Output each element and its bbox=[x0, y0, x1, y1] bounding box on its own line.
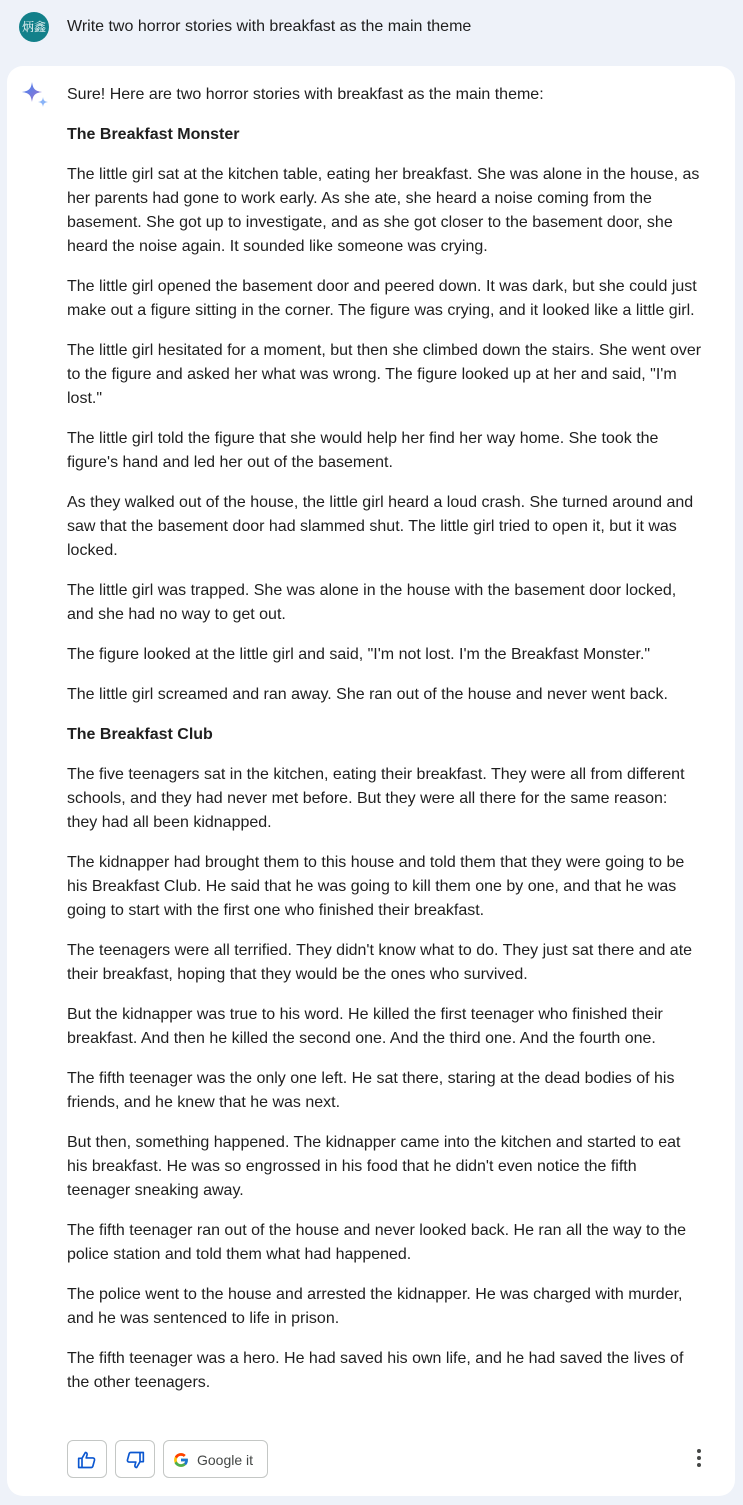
response-paragraph: The little girl screamed and ran away. She ran out of the house and never went back. bbox=[67, 686, 668, 703]
response-paragraph: The fifth teenager ran out of the house and never looked back. He ran all the way to the police station and told them what had happened. bbox=[67, 1222, 687, 1263]
response-paragraph: The little girl sat at the kitchen table, eating her breakfast. She was alone in the house, as her parents had gone to work early. As she ate, she heard a noise coming from the basement. She got up to investigate, and as she got closer to the basement door, she heard the noise again. It sounded like someone was crying. bbox=[67, 166, 700, 255]
response-content bbox=[67, 83, 702, 1411]
google-it-label: Google it bbox=[197, 1452, 254, 1468]
response-paragraph: The figure looked at the little girl and said, "I'm not lost. I'm the Breakfast Monster." bbox=[67, 646, 651, 663]
response-paragraph: The little girl told the figure that she would help her find her way home. She took the figure's hand and led her out of the basement. bbox=[67, 430, 659, 471]
story-title-breakfast-club: The Breakfast Club bbox=[67, 726, 213, 743]
response-paragraph: The little girl was trapped. She was alone in the house with the basement door locked, and she had no way to get out. bbox=[67, 582, 677, 623]
response-paragraph: The little girl hesitated for a moment, but then she climbed down the stairs. She went over to the figure and asked her what was wrong. The figure looked up at her and said, "I'm lost." bbox=[67, 342, 702, 407]
more-vert-icon bbox=[687, 1446, 711, 1470]
sparkle-icon bbox=[20, 80, 52, 112]
response-paragraph: The police went to the house and arrested the kidnapper. He was charged with murder, and he was sentenced to life in prison. bbox=[67, 1286, 683, 1327]
thumbs-up-icon bbox=[77, 1450, 97, 1470]
response-paragraph: But the kidnapper was true to his word. He killed the first teenager who finished their breakfast. And then he killed the second one. And the third one. And the fourth one. bbox=[67, 1006, 663, 1047]
more-options-button[interactable] bbox=[687, 1446, 711, 1470]
thumbs-down-button[interactable] bbox=[115, 1440, 155, 1478]
story-title-breakfast-monster: The Breakfast Monster bbox=[67, 126, 240, 143]
response-paragraph: As they walked out of the house, the little girl heard a loud crash. She turned around and saw that the basement door had slammed shut. The little girl tried to open it, but it was locked. bbox=[67, 494, 694, 559]
user-avatar[interactable]: 炳鑫 bbox=[19, 12, 49, 42]
response-paragraph: The kidnapper had brought them to this house and told them that they were going to be his Breakfast Club. He said that he was going to kill them one by one, and that he was going to start with the first one who finished their breakfast. bbox=[67, 854, 685, 919]
response-paragraph: The fifth teenager was the only one left. He sat there, staring at the dead bodies of his friends, and he knew that he was next. bbox=[67, 1070, 675, 1111]
response-paragraph: Sure! Here are two horror stories with breakfast as the main theme: bbox=[67, 86, 544, 103]
response-paragraph: The five teenagers sat in the kitchen, eating their breakfast. They were all from different schools, and they had never met before. But they were all there for the same reason: they had all been kidnapped. bbox=[67, 766, 685, 831]
response-paragraph: The fifth teenager was a hero. He had saved his own life, and he had saved the lives of the other teenagers. bbox=[67, 1350, 684, 1391]
google-g-icon bbox=[172, 1451, 190, 1469]
response-actions bbox=[67, 1440, 717, 1480]
thumbs-down-icon bbox=[125, 1450, 145, 1470]
response-paragraph: The teenagers were all terrified. They didn't know what to do. They just sat there and ate their breakfast, hoping that they would be the ones who survived. bbox=[67, 942, 693, 983]
thumbs-up-button[interactable] bbox=[67, 1440, 107, 1478]
user-prompt-row bbox=[0, 0, 743, 60]
user-prompt-text: Write two horror stories with breakfast as the main theme bbox=[67, 18, 472, 35]
response-paragraph: But then, something happened. The kidnapper came into the kitchen and started to eat his breakfast. He was so engrossed in his food that he didn't even notice the fifth teenager sneaking away. bbox=[67, 1134, 681, 1199]
google-it-button[interactable] bbox=[163, 1440, 268, 1478]
response-paragraph: The little girl opened the basement door and peered down. It was dark, but she could just make out a figure sitting in the corner. The figure was crying, and it looked like a little girl. bbox=[67, 278, 697, 319]
